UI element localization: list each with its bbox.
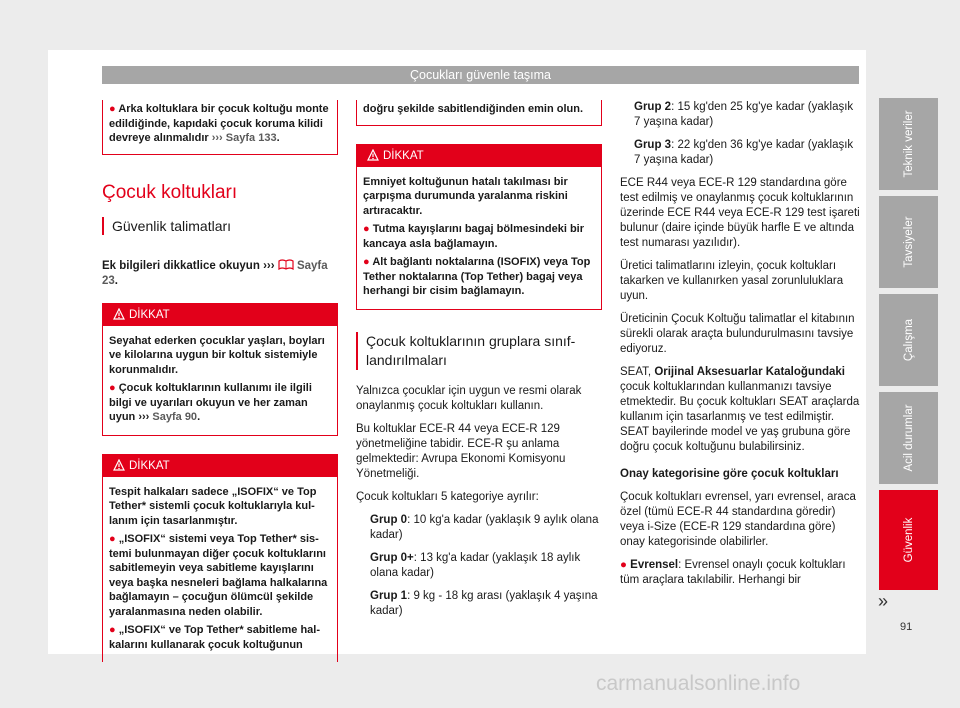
info-text: Ek bilgileri dikkatlice okuyun <box>102 259 260 272</box>
paragraph: Üretici talimatlarını izleyin, çocuk koltukları takarken ve kullanırken yasal zorunluluklara uyun. <box>620 260 844 302</box>
warning-bullet: ● Çocuk koltuklarının kullanımı ile ilgili bilgi ve uyarıları okuyun ve her zaman uyun ››› Sayfa 90. <box>109 382 312 423</box>
group-item: Grup 3: 22 kg'den 36 kg'ye kadar (yaklaşık 7 yaşına kadar) <box>634 139 854 166</box>
paragraph: Çocuk koltukları evrensel, yarı evrensel, araca özel (tümü ECE-R 44 standardına göredir) veya i-Size (ECE-R 129 standardına göre) onay kategorisinde olabilirler. <box>620 491 856 548</box>
warning-continuation: doğru şekilde sabitlendiğinden emin olun. <box>356 100 602 126</box>
bullet-icon: ● <box>109 624 116 636</box>
bullet-icon: ● <box>109 533 116 545</box>
group-item: Grup 0: 10 kg'a kadar (yaklaşık 9 aylık olana kadar) <box>370 513 599 541</box>
page-header: Çocukları güvenle taşıma <box>102 66 859 84</box>
subsection-heading-wrap <box>102 217 338 235</box>
warning-box-2 <box>102 454 338 663</box>
warning-text: Seyahat ederken çocuklar yaşları, boyları ve kilolarına uygun bir koltuk sistemiyle korunmalıdır. <box>109 334 325 376</box>
subsection-heading: Güvenlik talimatları <box>112 217 232 234</box>
tab-tavsiyeler[interactable]: Tavsiyeler <box>879 196 938 288</box>
paragraph: ECE R44 veya ECE-R 129 standardına göre test edilmiş ve onaylanmış çocuk koltuklarının üzerinde ECE R44 veya ECE-R 129 test işareti bulunur (daire içinde büyük harfle E ve altında test numarası yazılıdır). <box>620 177 860 249</box>
bullet-icon: ● <box>109 103 116 115</box>
paragraph: Bu koltuklar ECE-R 44 veya ECE-R 129 yönetmeliğine tabidir. ECE-R şu anlama gelmektedir: Avrupa Ekonomi Komisyonu Yönetmeliği. <box>356 422 566 480</box>
warning-body <box>103 477 337 663</box>
column-3 <box>620 100 860 596</box>
arrow-link-icon: ››› <box>263 259 275 272</box>
warning-body <box>357 167 601 309</box>
group-item: Grup 1: 9 kg - 18 kg arası (yaklaşık 4 yaşına kadar) <box>370 589 598 617</box>
bullet-icon: ● <box>109 382 116 394</box>
intro-box: ● Arka koltuklara bir çocuk koltuğu monte edildiğinde, kapıdaki çocuk koruma kilidi devreye alınmalıdır ››› Sayfa 133. <box>102 100 338 155</box>
book-icon <box>278 259 294 270</box>
page-number: 91 <box>900 621 913 633</box>
subheading: Onay kategorisine göre çocuk koltukları <box>620 468 839 480</box>
warning-bullet: ● „ISOFIX“ sistemi veya Top Tether* sistemi bulunmayan diğer çocuk koltuklarını sabitlemeyin veya sabitleme kayışlarını veya başka nesneleri bağlama halkalarına bağlamayın – çocuğun ölümcül şekilde yaralanmasına neden olabilir. <box>109 533 328 618</box>
tab-teknik-veriler[interactable]: Teknik veriler <box>879 98 938 190</box>
section-heading: Çocuk koltukları <box>102 181 238 203</box>
bullet-icon: ● <box>363 223 370 235</box>
intro-text: Arka koltuklara bir çocuk koltuğu monte edildiğinde, kapıdaki çocuk koruma kilidi devreye alınmalıdır <box>109 103 329 144</box>
warning-link[interactable]: Sayfa 90 <box>152 411 198 423</box>
warning-box-1 <box>102 303 338 436</box>
arrow-link-icon: ››› <box>211 132 223 144</box>
warning-text: Emniyet koltuğunun hatalı takılması bir çarpışma durumunda yaralanma riskini artıracaktır. <box>363 175 568 217</box>
warning-bullet: ● „ISOFIX“ ve Top Tether* sabitleme halkalarını kullanarak çocuk koltuğunun <box>109 624 321 651</box>
warning-icon <box>367 149 379 161</box>
paragraph: Yalnızca çocuklar için uygun ve resmi olarak onaylanmış çocuk koltukları kullanın. <box>356 384 582 412</box>
continue-mark: » <box>878 591 889 611</box>
tab-acil-durumlar[interactable]: Acil durumlar <box>879 392 938 484</box>
warning-body <box>103 326 337 435</box>
warning-title: DİKKAT <box>103 455 337 477</box>
arrow-link-icon: ››› <box>138 411 150 423</box>
paragraph: Çocuk koltukları 5 kategoriye ayrılır: <box>356 490 539 503</box>
subsection-heading-wrap <box>356 332 602 370</box>
paragraph: SEAT, Orijinal Aksesuarlar Kataloğundaki çocuk koltuklarından kullanmanızı tavsiye etmektedir. Bu çocuk koltukları SEAT araçlarda kullanım için tasarlanmış ve test edilmiştir. SEAT bayilerinde model ve yaş grubuna göre doğru çocuk koltuğunu bulabilirsiniz. <box>620 366 860 453</box>
watermark: carmanualsonline.info <box>596 672 801 695</box>
warning-title: DİKKAT <box>357 145 601 167</box>
paragraph: Üreticinin Çocuk Koltuğu talimatlar el kitabının sürekli olarak araçta bulundurulmasını tavsiye ediyoruz. <box>620 313 855 355</box>
subsection-heading: Çocuk koltuklarının gruplara sınıflandırılmaları <box>366 332 576 368</box>
info-link[interactable]: Sayfa 23 <box>102 259 328 287</box>
tab-calisma[interactable]: Çalışma <box>879 294 938 386</box>
bullet-icon: ● <box>363 256 370 268</box>
group-item: Grup 2: 15 kg'den 25 kg'ye kadar (yaklaşık 7 yaşına kadar) <box>634 101 854 128</box>
column-1 <box>102 100 338 676</box>
warning-text: Tespit halkaları sadece „ISOFIX“ ve Top Tether* sistemli çocuk koltuklarıyla kullanım için tasarlanmıştır. <box>109 485 317 527</box>
warning-icon <box>113 308 125 320</box>
bullet-icon: ● <box>620 559 627 571</box>
warning-icon <box>113 459 125 471</box>
column-2 <box>356 100 602 627</box>
group-item: Grup 0+: 13 kg'a kadar (yaklaşık 18 aylık olana kadar) <box>370 551 581 579</box>
warning-bullet: ● Tutma kayışlarını bagaj bölmesindeki bir kancaya asla bağlamayın. <box>363 223 585 250</box>
intro-link[interactable]: Sayfa 133 <box>225 132 277 144</box>
warning-box-3 <box>356 144 602 310</box>
bullet-item: ● Evrensel: Evrensel onaylı çocuk koltukları tüm araçlara takılabilir. Herhangi bir <box>620 559 846 586</box>
warning-title: DİKKAT <box>103 304 337 326</box>
info-line: Ek bilgileri dikkatlice okuyun ››› Sayfa 23. <box>102 259 328 287</box>
tab-guvenlik[interactable]: Güvenlik <box>879 490 938 590</box>
warning-bullet: ● Alt bağlantı noktalarına (ISOFIX) veya Top Tether noktalarına (Top Tether) bagaj veya herhangi bir cisim bağlamayın. <box>363 256 591 297</box>
